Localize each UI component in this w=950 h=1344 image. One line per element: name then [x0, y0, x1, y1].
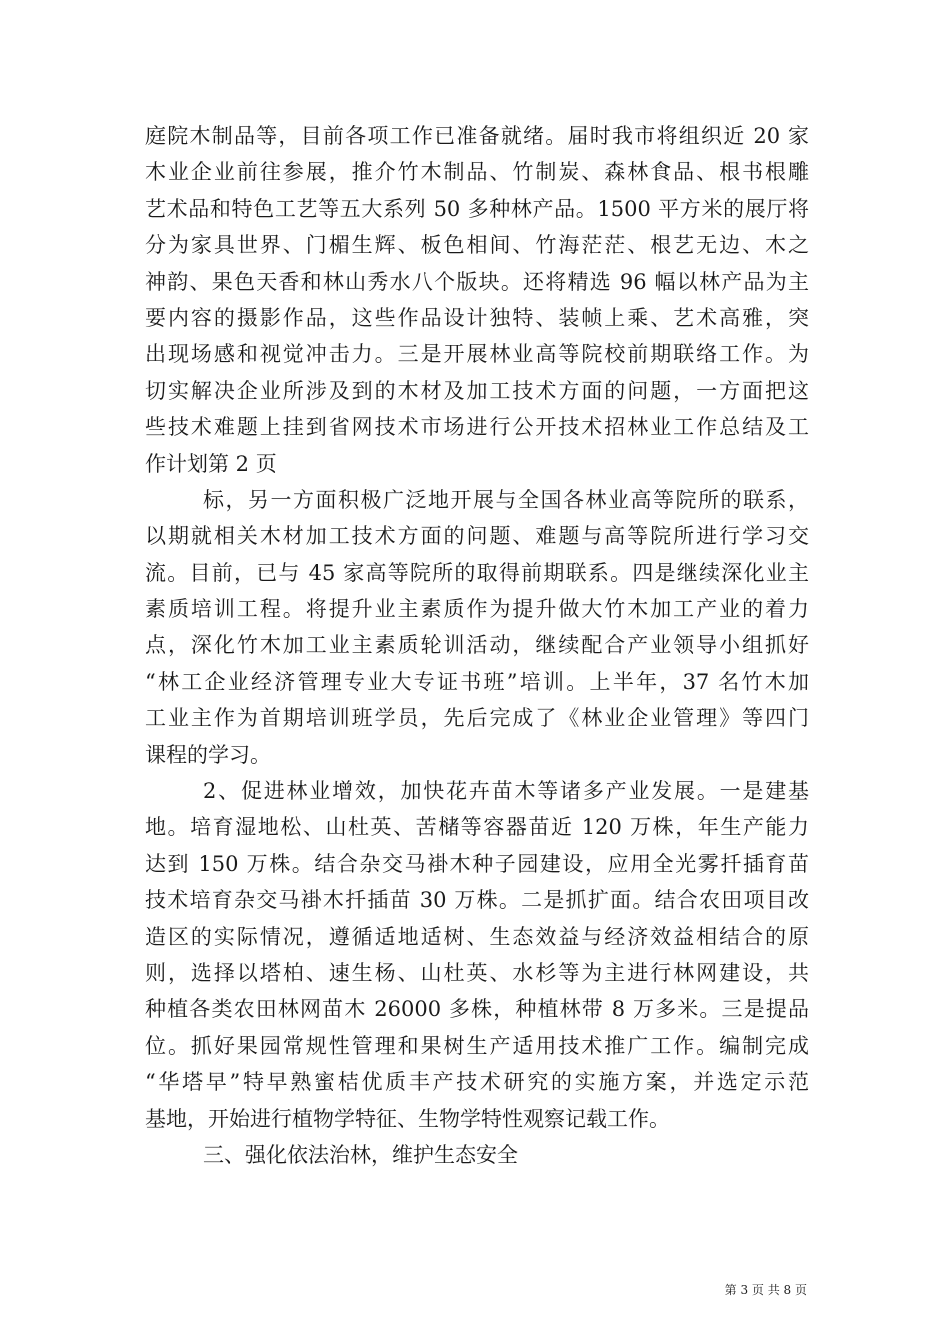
text-line: 2、促进林业增效，加快花卉苗木等诸多产业发展。一是建基 [203, 779, 809, 804]
text-line: 庭院木制品等，目前各项工作已准备就绪。届时我市将组织近 20 家 [145, 124, 809, 148]
text-line: 出现场感和视觉冲击力。三是开展林业高等院校前期联络工作。为 [145, 342, 809, 367]
text-line: 要内容的摄影作品，这些作品设计独特、装帧上乘、艺术高雅，突 [145, 305, 809, 330]
text-line: 课程的学习。 [145, 742, 271, 767]
document-body [145, 118, 809, 1173]
text-line: 木业企业前往参展，推介竹木制品、竹制炭、森林食品、根书根雕 [145, 160, 809, 185]
text-line: 种植各类农田林网苗木 26000 多株，种植林带 8 万多米。三是提品 [145, 997, 809, 1022]
text-line: 地。培育湿地松、山杜英、苦槠等容器苗近 120 万株，年生产能力 [145, 815, 809, 840]
text-line: 位。抓好果园常规性管理和果树生产适用技术推广工作。编制完成 [145, 1033, 809, 1058]
text-line: “华塔早”特早熟蜜桔优质丰产技术研究的实施方案，并选定示范 [145, 1070, 809, 1095]
text-line: 流。目前，已与 45 家高等院所的取得前期联系。四是继续深化业主 [145, 560, 809, 585]
text-line: 切实解决企业所涉及到的木材及加工技术方面的问题，一方面把这 [145, 378, 809, 403]
text-line: 标，另一方面积极广泛地开展与全国各林业高等院所的联系， [203, 487, 809, 512]
text-line: 工业主作为首期培训班学员，先后完成了《林业企业管理》等四门 [145, 706, 809, 731]
text-line: 以期就相关木材加工技术方面的问题、难题与高等院所进行学习交 [145, 524, 809, 549]
text-line: 素质培训工程。将提升业主素质作为提升做大竹木加工产业的着力 [145, 597, 809, 622]
text-line: 艺术品和特色工艺等五大系列 50 多种林产品。1500 平方米的展厅将 [145, 196, 809, 221]
text-line: “林工企业经济管理专业大专证书班”培训。上半年，37 名竹木加 [145, 669, 809, 694]
text-line: 作计划第 2 页 [145, 451, 277, 476]
text-line: 则，选择以塔柏、速生杨、山杜英、水杉等为主进行林网建设，共 [145, 960, 809, 985]
section-heading: 三、强化依法治林，维护生态安全 [203, 1142, 518, 1167]
text-line: 点，深化竹木加工业主素质轮训活动，继续配合产业领导小组抓好 [145, 633, 809, 658]
text-line: 些技术难题上挂到省网技术市场进行公开技术招林业工作总结及工 [145, 415, 809, 440]
text-line: 造区的实际情况，遵循适地适树、生态效益与经济效益相结合的原 [145, 924, 809, 949]
text-line: 分为家具世界、门楣生辉、板色相间、竹海茫茫、根艺无边、木之 [145, 233, 809, 258]
text-line: 基地，开始进行植物学特征、生物学特性观察记载工作。 [145, 1106, 670, 1131]
text-line: 神韵、果色天香和林山秀水八个版块。还将精选 96 幅以林产品为主 [145, 269, 809, 294]
text-line: 技术培育杂交马褂木扦插苗 30 万株。二是抓扩面。结合农田项目改 [145, 888, 809, 913]
text-line: 达到 150 万株。结合杂交马褂木种子园建设，应用全光雾扦插育苗 [145, 851, 809, 876]
page-number: 第 3 页 共 8 页 [724, 1283, 807, 1297]
